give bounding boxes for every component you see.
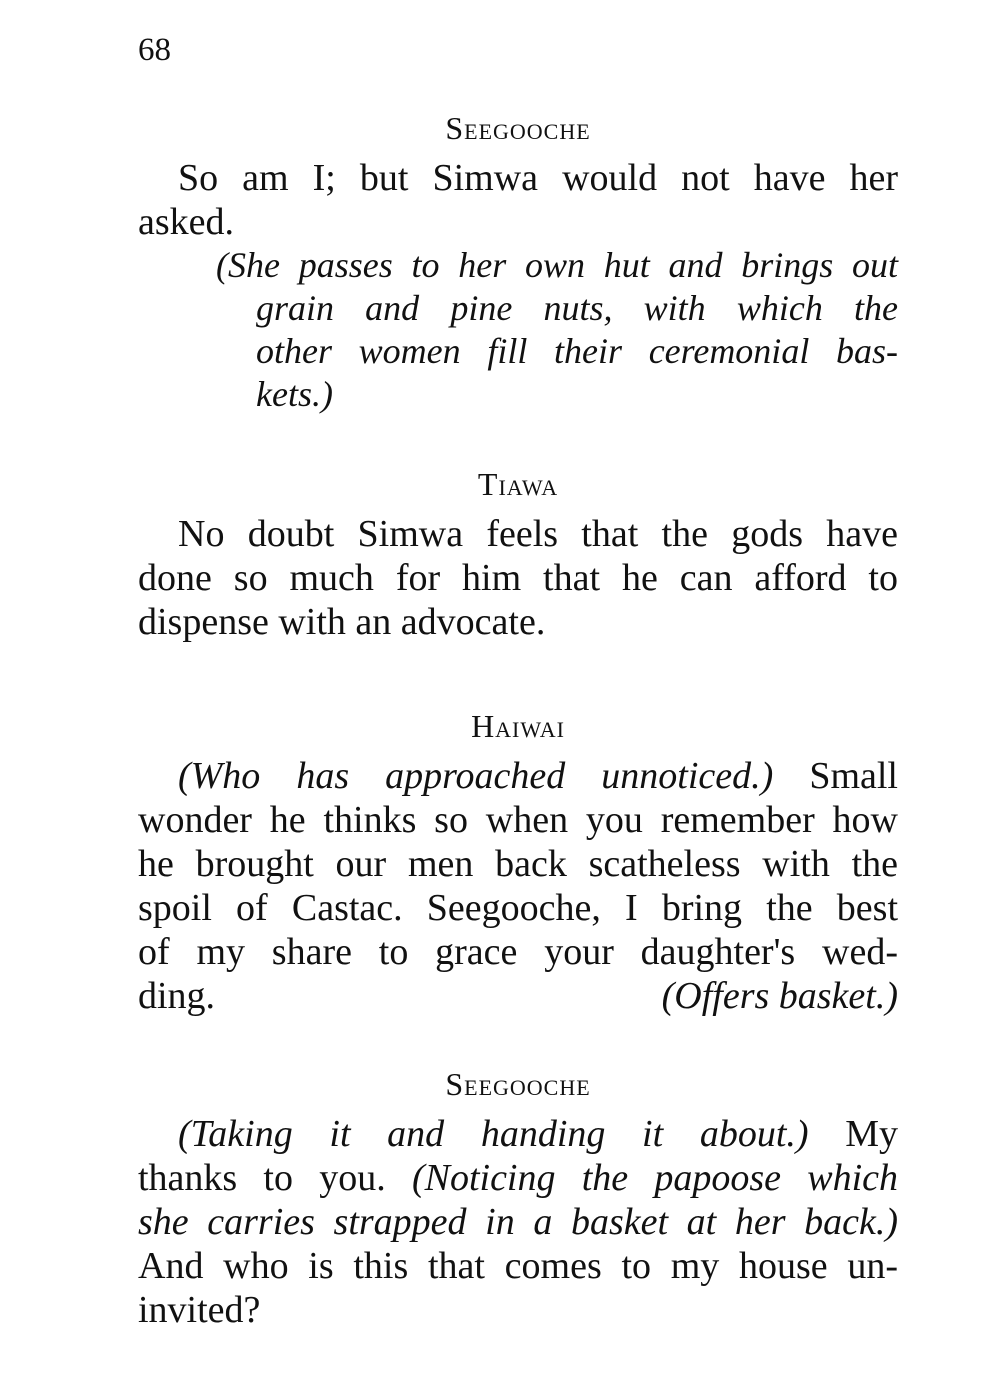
speech-line — [138, 754, 898, 798]
stage-direction: (Noticing the papoose which — [411, 1157, 899, 1199]
speech — [138, 512, 898, 644]
speech-text: My — [845, 1113, 898, 1155]
speech-line: invited? — [138, 1289, 261, 1331]
page-number: 68 — [138, 32, 171, 68]
speech-line: he brought our men back scatheless with the — [138, 843, 898, 885]
speech-text: ding. — [138, 975, 216, 1017]
stage-direction: (Offers basket.) — [661, 975, 898, 1017]
stage-line: she carries strapped in a basket at her back.) — [138, 1201, 898, 1243]
speaker-name: Tiawa — [477, 466, 559, 502]
speech — [138, 754, 898, 1018]
speech-line: So am I; but Simwa would not have her — [178, 157, 898, 199]
speech-line: of my share to grace your daughter's wed- — [138, 931, 898, 973]
speech — [138, 1112, 898, 1332]
speaker-name: Haiwai — [471, 708, 565, 744]
section-tiawa — [138, 468, 898, 644]
section-haiwai — [138, 710, 898, 1018]
speech-line: asked. — [138, 201, 235, 243]
stage-direction: (Taking it and handing it about.) — [178, 1113, 809, 1155]
speech-text: thanks to you. — [138, 1157, 386, 1199]
stage-line: kets.) — [256, 374, 333, 414]
stage-direction: (Who has approached unnoticed.) — [178, 755, 774, 797]
stage-line: (She passes to her own hut and brings out — [216, 245, 898, 285]
stage-direction — [138, 244, 898, 416]
speech-text: Small — [809, 755, 898, 797]
stage-line: grain and pine nuts, with which the — [256, 288, 898, 328]
speech-line — [138, 974, 898, 1018]
speech-line — [138, 1112, 898, 1156]
speech-line: spoil of Castac. Seegooche, I bring the best — [138, 887, 898, 929]
speaker-name: Seegooche — [445, 1066, 591, 1102]
speech-line: And who is this that comes to my house un- — [138, 1245, 898, 1287]
speech — [138, 156, 898, 244]
speaker-name: Seegooche — [445, 110, 591, 146]
section-seegooche-2 — [138, 1068, 898, 1332]
stage-line: other women fill their ceremonial bas- — [256, 331, 898, 371]
section-seegooche-1 — [138, 112, 898, 416]
speech-line — [138, 1156, 898, 1200]
speech-line: No doubt Simwa feels that the gods have — [178, 513, 898, 555]
speech-line: dispense with an advocate. — [138, 601, 546, 643]
speech-line: done so much for him that he can afford to — [138, 557, 898, 599]
speech-line: wonder he thinks so when you remember how — [138, 799, 898, 841]
